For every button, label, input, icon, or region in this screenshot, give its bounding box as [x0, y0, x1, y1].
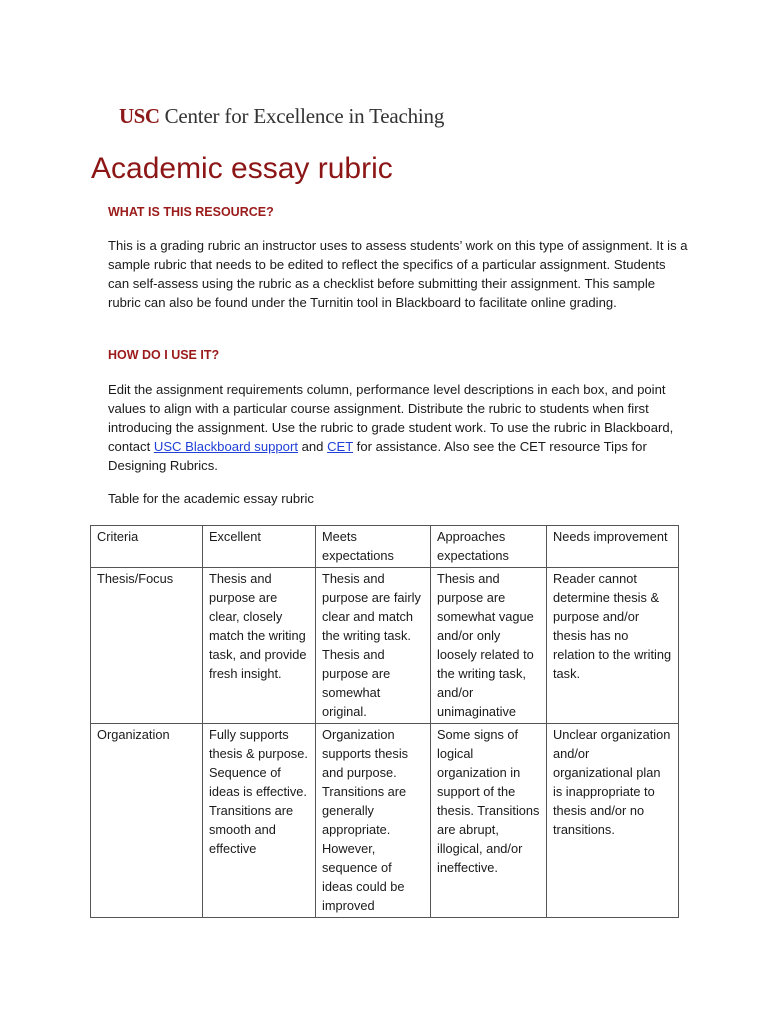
- how-text-before: Edit the assignment requirements column, performance level descriptions in each box, and point values to align with a particular course assignment. Distribute the rubric to students when first introducing the assignment. Use the rubric to grade student work. To use the rubric in Blackboard, contact: [108, 382, 674, 454]
- table-row: [91, 724, 679, 918]
- how-text-and: and: [297, 439, 328, 454]
- usc-cet-logo: [119, 104, 444, 129]
- header-approaches: Approaches expectations: [431, 526, 547, 568]
- header-criteria: Criteria: [91, 526, 203, 568]
- cet-link[interactable]: CET: [327, 439, 354, 454]
- header-needs: Needs improvement: [547, 526, 679, 568]
- cell-needs: Reader cannot determine thesis & purpose and/or thesis has no relation to the writing task.: [547, 568, 679, 724]
- table-row: [91, 568, 679, 724]
- header-excellent: Excellent: [203, 526, 316, 568]
- header-meets: Meets expectations: [316, 526, 431, 568]
- row-criterion: Thesis/Focus: [91, 568, 203, 724]
- how-paragraph: [108, 380, 688, 475]
- logo-usc-text: USC: [119, 104, 160, 128]
- cell-meets: Thesis and purpose are fairly clear and match the writing task. Thesis and purpose are somewhat original.: [316, 568, 431, 724]
- what-paragraph: This is a grading rubric an instructor uses to assess students’ work on this type of assignment. It is a sample rubric that needs to be edited to reflect the specifics of a particular assignment. Students can self-assess using the rubric as a checklist before submitting their assignment. This sample rubric can also be found under the Turnitin tool in Blackboard to facilitate online grading.: [108, 238, 688, 310]
- how-heading: HOW DO I USE IT?: [108, 348, 220, 362]
- table-header-row: [91, 526, 679, 568]
- cell-needs: Unclear organization and/or organizational plan is inappropriate to thesis and/or no transitions.: [547, 724, 679, 918]
- cell-approaches: Thesis and purpose are somewhat vague and/or only loosely related to the writing task, and/or unimaginative: [431, 568, 547, 724]
- how-text-after: for assistance. Also see the CET resource Tips for Designing Rubrics.: [108, 439, 647, 473]
- cell-excellent: Fully supports thesis & purpose. Sequence of ideas is effective. Transitions are smooth and effective: [203, 724, 316, 918]
- table-caption: Table for the academic essay rubric: [108, 491, 314, 506]
- cell-meets: Organization supports thesis and purpose. Transitions are generally appropriate. However, sequence of ideas could be improved: [316, 724, 431, 918]
- logo-center-text: Center for Excellence in Teaching: [164, 104, 445, 128]
- page-title: Academic essay rubric: [91, 152, 393, 185]
- what-heading: WHAT IS THIS RESOURCE?: [108, 205, 274, 219]
- cell-excellent: Thesis and purpose are clear, closely match the writing task, and provide fresh insight.: [203, 568, 316, 724]
- cell-approaches: Some signs of logical organization in support of the thesis. Transitions are abrupt, illogical, and/or ineffective.: [431, 724, 547, 918]
- blackboard-support-link[interactable]: USC Blackboard support: [153, 439, 298, 454]
- row-criterion: Organization: [91, 724, 203, 918]
- rubric-table: [90, 525, 679, 918]
